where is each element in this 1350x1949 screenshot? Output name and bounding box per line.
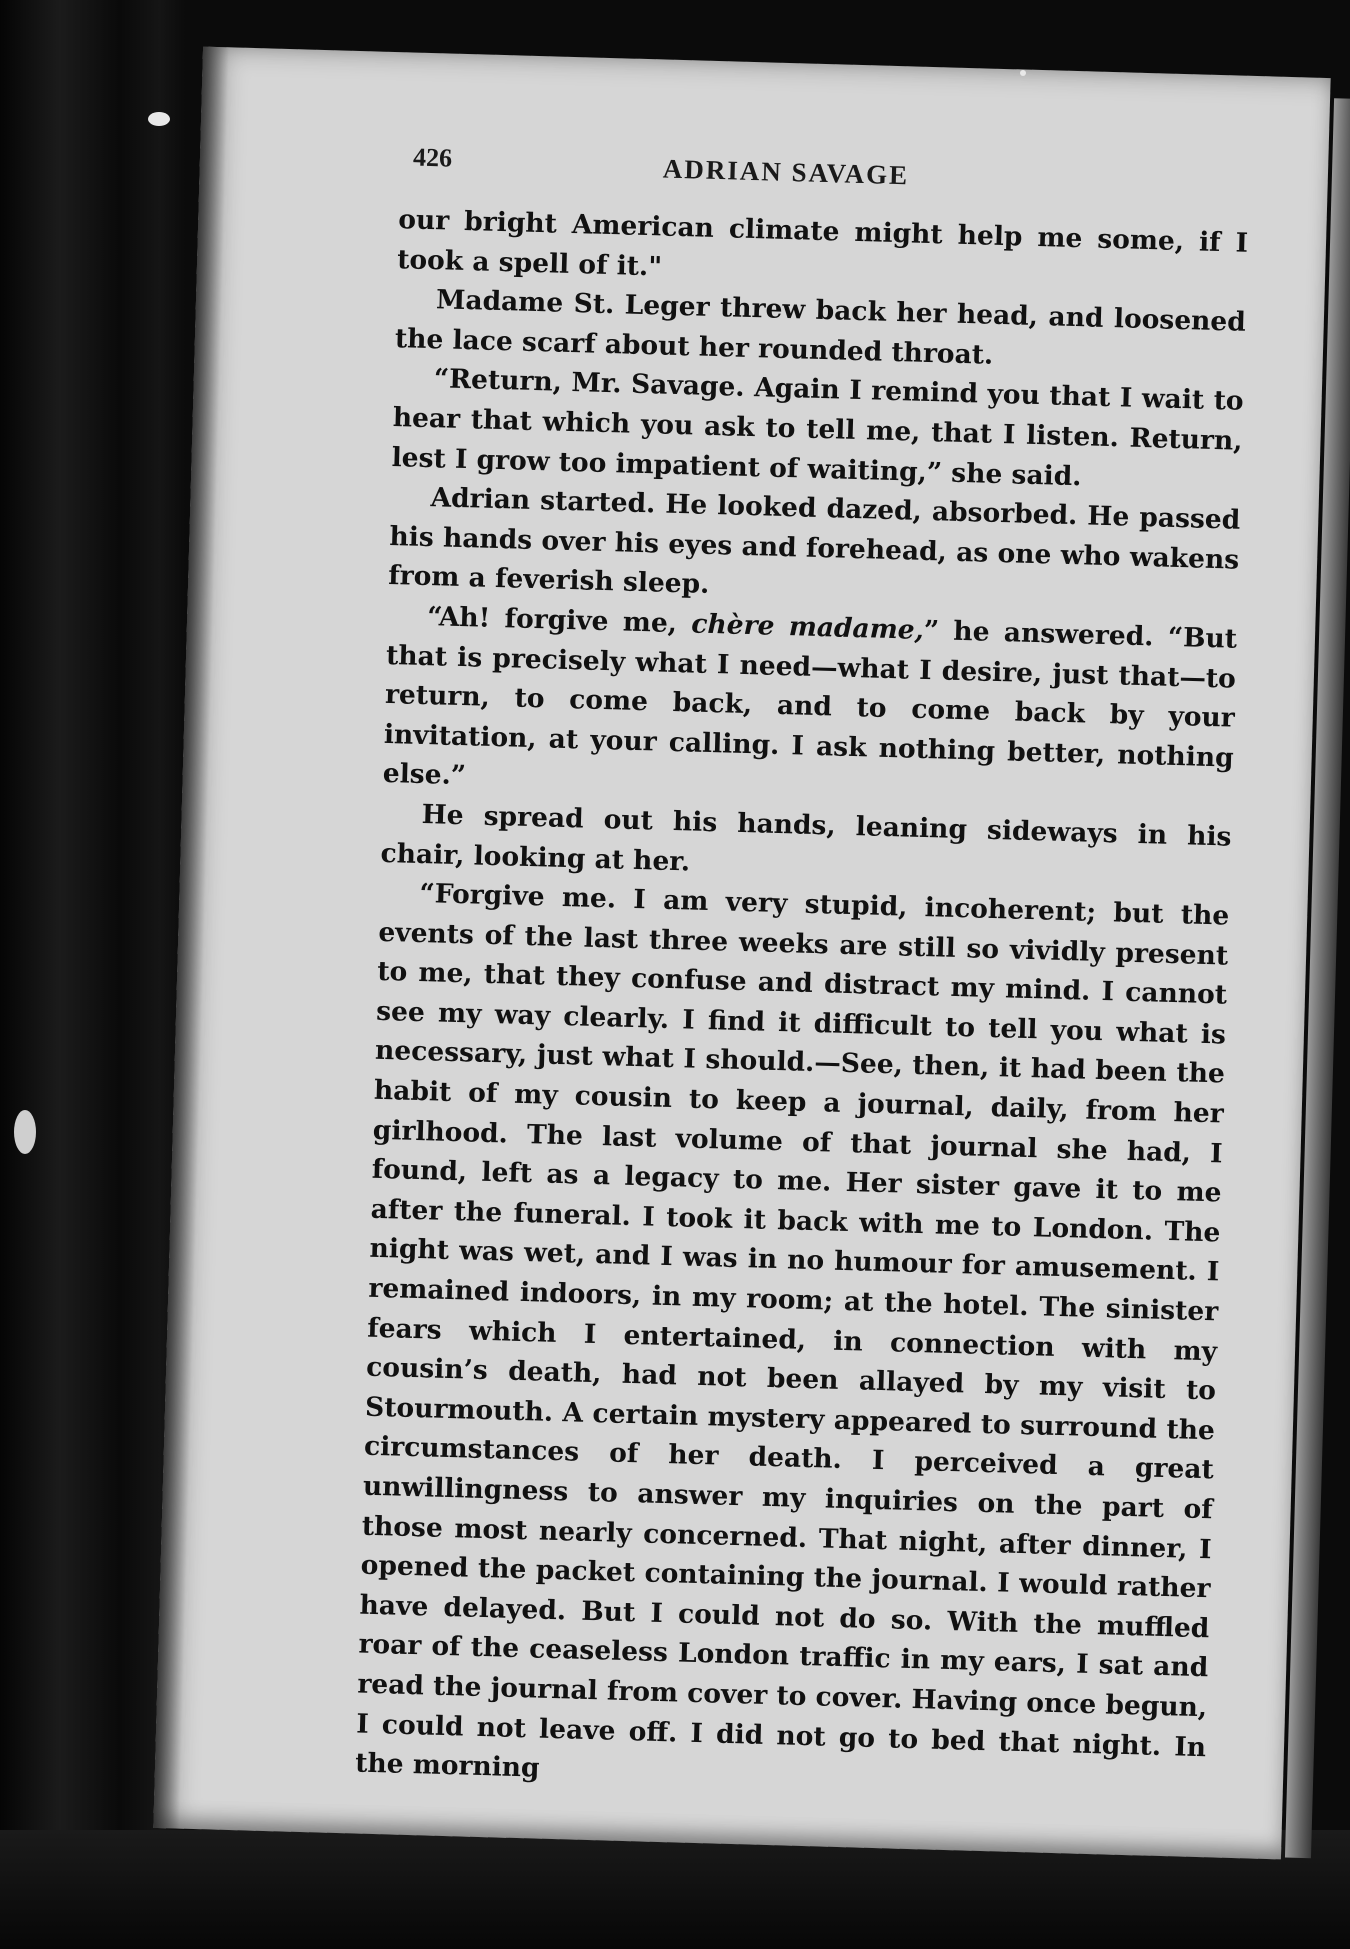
paragraph: “Forgive me. I am very stupid, incoherent; but the events of the last three weeks are still so vividly present to me, that they confuse and distract my mind. I cannot see my way clearly. I find it difficult to tell you what is necessary, just what I should.—See, then, it had been the habit of my cousin to keep a journal, daily, from her girlhood. The last volume of that journal she had, I found, left as a legacy to me. Her sister gave it to me after the funeral. I took it back with me to London. The night was wet, and I was in no humour for amusement. I remained indoors, in my room; at the hotel. The sinister fears which I entertained, in connection with my cousin’s death, had not been allayed by my visit to Stourmouth. A certain mystery appeared to surround the circumstances of her death. I perceived a great unwillingness to answer my inquiries on the part of those most nearly concerned. That night, after dinner, I opened the packet containing the journal. I would rather have delayed. But I could not do so. With the muffled roar of the ceaseless London traffic in my ears, I sat and read the journal from cover to cover. Having once begun, I could not leave off. I did not go to bed that night. In the morning — [354, 878, 1230, 1784]
paragraph-text: ” he answered. “But that is precisely what I need—what I desire, just that—to return, to come back, and to come back by your invitation, at your calling. I ask nothing better, nothing else.” — [382, 614, 1238, 792]
paragraph: Madame St. Leger threw back her head, and loosened the lace scarf about her rounded throat. — [394, 284, 1247, 371]
dust-speck — [1020, 70, 1026, 76]
paragraph: Adrian started. He looked dazed, absorbed. He passed his hands over his eyes and forehead, as one who wakens from a feverish sleep. — [387, 482, 1241, 601]
book-page — [153, 47, 1330, 1860]
paragraph: He spread out his hands, leaning sideways in his chair, looking at her. — [380, 798, 1232, 878]
paragraph — [382, 596, 1237, 818]
paragraph-text: “Ah! forgive me, — [426, 601, 692, 640]
running-head: ADRIAN SAVAGE — [662, 153, 910, 191]
italic-phrase: chère madame, — [690, 608, 925, 646]
paragraph: our bright American climate might help me some, if I took a spell of it." — [396, 204, 1249, 283]
paragraph: “Return, Mr. Savage. Again I remind you that I wait to hear that which you ask to tell me, that I listen. Return, lest I grow too impatient of waiting,” she said. — [391, 363, 1245, 492]
dust-speck — [14, 1110, 36, 1154]
body-text — [355, 200, 1249, 1807]
page-header — [412, 143, 1193, 205]
dust-speck — [148, 112, 170, 126]
page-number: 426 — [412, 142, 453, 173]
